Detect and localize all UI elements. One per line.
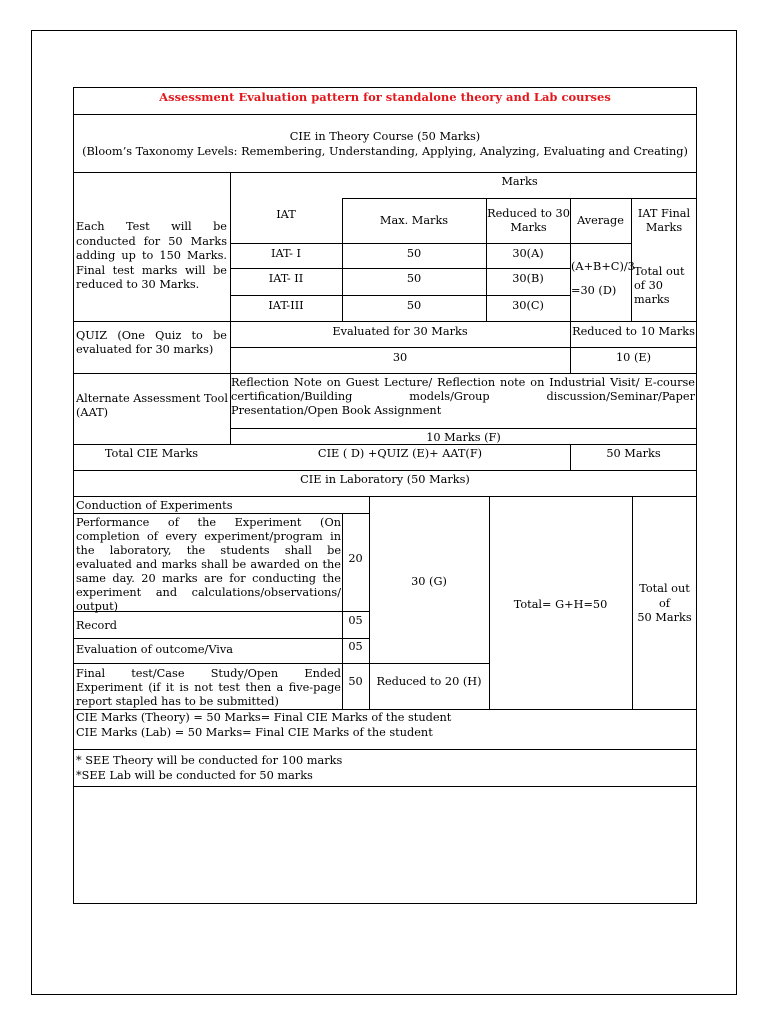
iat-row-reduced: 30(B)	[512, 272, 544, 285]
note-see-theory: * SEE Theory will be conducted for 100 marks	[76, 754, 343, 767]
iat-row-name: IAT-III	[268, 299, 304, 312]
total-cie-marks: 50 Marks	[606, 447, 661, 460]
viva-label: Evaluation of outcome/Viva	[76, 643, 234, 656]
iat-row-max: 50	[406, 299, 422, 312]
total-cie-label: Total CIE Marks	[104, 447, 199, 460]
note-cie-theory: CIE Marks (Theory) = 50 Marks= Final CIE Marks of the student	[76, 711, 452, 724]
iat-row-name: IAT- I	[271, 247, 301, 260]
table-title: Assessment Evaluation pattern for standalone theory and Lab courses	[159, 90, 611, 104]
note-see-lab: *SEE Lab will be conducted for 50 marks	[76, 769, 313, 782]
grid-line	[73, 638, 369, 639]
lab-total-out: of	[659, 597, 670, 610]
performance-text: Performance of the Experiment (On completion of every experiment/program in the laboratory, the students shall be evaluated and marks shall be awarded on the same day. 20 marks are for conducting the experiment and calculations/observations/ output)	[76, 516, 341, 613]
blooms-levels: (Bloom’s Taxonomy Levels: Remembering, Understanding, Applying, Analyzing, Evaluating and Creating)	[82, 145, 688, 158]
iat-row-name: IAT- II	[268, 272, 304, 285]
grid-line	[73, 786, 697, 787]
grid-line	[230, 347, 697, 348]
lab-total-out: Total out	[639, 582, 690, 595]
grid-line	[230, 295, 570, 296]
viva-marks: 05	[348, 640, 363, 653]
note-cie-lab: CIE Marks (Lab) = 50 Marks= Final CIE Marks of the student	[76, 726, 433, 739]
record-marks: 05	[348, 614, 363, 627]
average-result: =30 (D)	[571, 284, 617, 297]
performance-marks: 20	[348, 552, 363, 565]
grid-line	[73, 709, 697, 710]
record-label: Record	[76, 619, 117, 632]
iat-row-max: 50	[406, 272, 422, 285]
iat-row-reduced: 30(C)	[512, 299, 544, 312]
average-header: Average	[577, 214, 624, 227]
lab-header: CIE in Laboratory (50 Marks)	[300, 473, 470, 486]
quiz-evaluated: Evaluated for 30 Marks	[332, 325, 468, 338]
iat-final-text: Total out of 30 marks	[634, 265, 685, 306]
grid-line	[73, 663, 489, 664]
grid-line	[73, 373, 697, 374]
grid-line	[73, 114, 697, 115]
lab-total-formula: Total= G+H=50	[513, 598, 608, 611]
iat-description: Each Test will be conducted for 50 Marks adding up to 150 Marks. Final test marks will be reduced to 30 Marks.	[76, 220, 227, 291]
grid-line	[73, 496, 697, 497]
quiz-label: QUIZ (One Quiz to be evaluated for 30 marks)	[76, 329, 227, 356]
reduced-header: Reduced to 30 Marks	[487, 207, 570, 234]
grid-line	[342, 198, 697, 199]
marks-header: Marks	[501, 175, 538, 188]
grid-line	[73, 172, 697, 173]
g-marks: 30 (G)	[411, 575, 447, 588]
final-test-reduced: Reduced to 20 (H)	[376, 675, 482, 688]
grid-line	[230, 428, 697, 429]
grid-line	[230, 268, 570, 269]
aat-description: Reflection Note on Guest Lecture/ Reflection note on Industrial Visit/ E-course certification/Building models/Group discussion/Seminar/Paper Presentation/Open Book Assignment	[231, 376, 695, 417]
quiz-final: 10 (E)	[615, 351, 652, 364]
grid-line	[73, 321, 697, 322]
grid-line	[73, 513, 369, 514]
max-marks-header: Max. Marks	[379, 214, 449, 227]
aat-marks: 10 Marks (F)	[426, 431, 501, 444]
final-test-text: Final test/Case Study/Open Ended Experiment (if it is not test then a five-page report stapled has to be submitted)	[76, 667, 341, 708]
conduction-label: Conduction of Experiments	[76, 499, 233, 512]
iat-row-reduced: 30(A)	[512, 247, 544, 260]
theory-header: CIE in Theory Course (50 Marks)	[289, 130, 481, 143]
quiz-reduced: Reduced to 10 Marks	[572, 325, 695, 338]
total-cie-formula: CIE ( D) +QUIZ (E)+ AAT(F)	[317, 447, 483, 460]
average-formula: (A+B+C)/3	[571, 260, 635, 273]
grid-line	[73, 749, 697, 750]
final-test-marks: 50	[348, 675, 363, 688]
iat-final-header: IAT Final Marks	[637, 207, 691, 234]
iat-column-header: IAT	[276, 208, 296, 221]
iat-row-max: 50	[406, 247, 422, 260]
aat-label: Alternate Assessment Tool (AAT)	[76, 392, 228, 419]
lab-total-out: 50 Marks	[637, 611, 692, 624]
grid-line	[73, 470, 697, 471]
quiz-marks: 30	[392, 351, 408, 364]
